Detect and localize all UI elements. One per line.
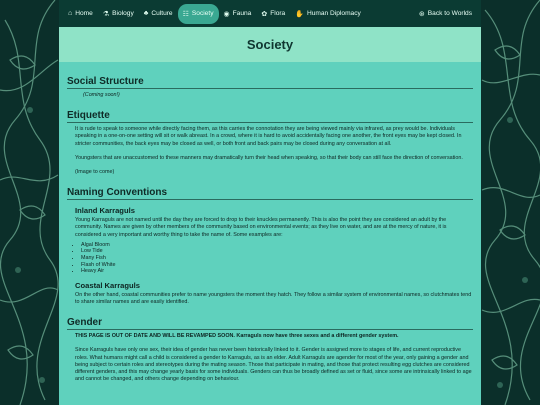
heading-inland-karraguls: Inland Karraguls	[75, 206, 135, 216]
nav-human-diplomacy[interactable]	[290, 4, 366, 24]
nav-society[interactable]	[178, 4, 219, 24]
etiquette-paragraph-2: Youngsters that are unaccustomed to these manners may dramatically turn their head when speaking, so that their body can still face the direction of conversation.	[75, 154, 463, 161]
list-item: • Heavy Air	[81, 268, 473, 275]
list-item: • Flash of White	[81, 262, 473, 269]
handshake-icon: ✋	[295, 10, 304, 18]
nav-home[interactable]	[63, 4, 98, 24]
nav-back-to-worlds[interactable]	[414, 4, 477, 24]
heading-gender: Gender	[67, 317, 473, 330]
nav-culture-label: Culture	[151, 10, 173, 17]
content-body	[59, 62, 481, 383]
nav-society-label: Society	[191, 10, 214, 17]
heading-etiquette: Etiquette	[67, 110, 473, 123]
name-examples-list	[67, 242, 473, 275]
list-item: • Algal Bloom	[81, 242, 473, 249]
eye-icon: ◉	[223, 10, 230, 18]
users-icon: ☷	[182, 10, 189, 18]
globe-icon: ⊛	[418, 10, 425, 18]
nav-human-diplomacy-label: Human Diplomacy	[306, 10, 361, 17]
heading-naming-conventions: Naming Conventions	[67, 187, 473, 200]
nav-biology-label: Biology	[112, 10, 134, 17]
nav-flora[interactable]	[256, 4, 290, 24]
gender-paragraph-1: Since Karraguls have only one sex, their idea of gender has never been historically linked to it. Gender is assigned more to stages of life, and current reproductive roles. What humans might call a child is considered a gender to Karraguls, as is an elder. Adult Karraguls are agender for most of the year, only gaining a gender and being subject to certain roles and stereotypes during the mating season. Those that participate in mating, and those that protect resulting egg clutches are considered different genders, and this may change yearly basis for some individuals. Genders can thus be broadly defined as set or fluid, since some are intrinsically linked to age and cannot be changed, and others change depending on behaviour.	[75, 347, 472, 383]
dna-icon: ⚗	[102, 10, 110, 18]
nav-back-label: Back to Worlds	[427, 10, 472, 17]
etiquette-image-placeholder: (Image to come)	[75, 169, 115, 176]
culture-icon: ♣	[143, 10, 149, 17]
page-title: Society	[59, 27, 481, 62]
gender-outdated-notice: THIS PAGE IS OUT OF DATE AND WILL BE REVAMPED SOON. Karraguls now have three sexes and a different gender system.	[75, 333, 399, 340]
nav-flora-label: Flora	[270, 10, 286, 17]
main-content-panel	[59, 27, 481, 405]
nav-fauna[interactable]	[219, 4, 257, 24]
heading-coastal-karraguls: Coastal Karraguls	[75, 280, 140, 290]
inland-karraguls-text: Young Karraguls are not named until the day they are forced to drop to their knuckles permanently. This is also the point they are considered an adult by the community. Names are given by other members of the community based on environmental events; as they live on water, and are at the mercy of nature, it is considered a very important and worthy thing to take the name of. Some examples are:	[75, 217, 447, 238]
heading-social-structure: Social Structure	[67, 76, 473, 89]
nav-fauna-label: Fauna	[232, 10, 252, 17]
nav-culture[interactable]	[139, 4, 178, 24]
etiquette-paragraph-1: It is rude to speak to someone while directly facing them, as this carries the connotation they are being viewed mainly via infrared, as prey would be. Individuals speaking in a one-on-one setting will sit or walk abreast. In a crowd, where it is hard to avoid accidentally facing one another, the front eyes may be kept closed. In stricter communities, the back eyes may be closed as well, or both front and back pairs may be closed during any conversation at all.	[75, 126, 462, 147]
social-structure-note: (Coming soon!)	[83, 92, 120, 98]
list-item: • Low Tide	[81, 248, 473, 255]
top-navigation-bar	[59, 0, 481, 27]
list-item: • Many Fish	[81, 255, 473, 262]
home-icon: ⌂	[68, 10, 73, 17]
nav-biology[interactable]	[98, 4, 139, 24]
coastal-karraguls-text: On the other hand, coastal communities prefer to name youngsters the moment they hatch. They follow a similar system of environmental names, so clutchmates tend to share similar names and are easily identified.	[75, 291, 472, 305]
nav-home-label: Home	[75, 10, 93, 17]
flower-icon: ✿	[261, 10, 268, 18]
